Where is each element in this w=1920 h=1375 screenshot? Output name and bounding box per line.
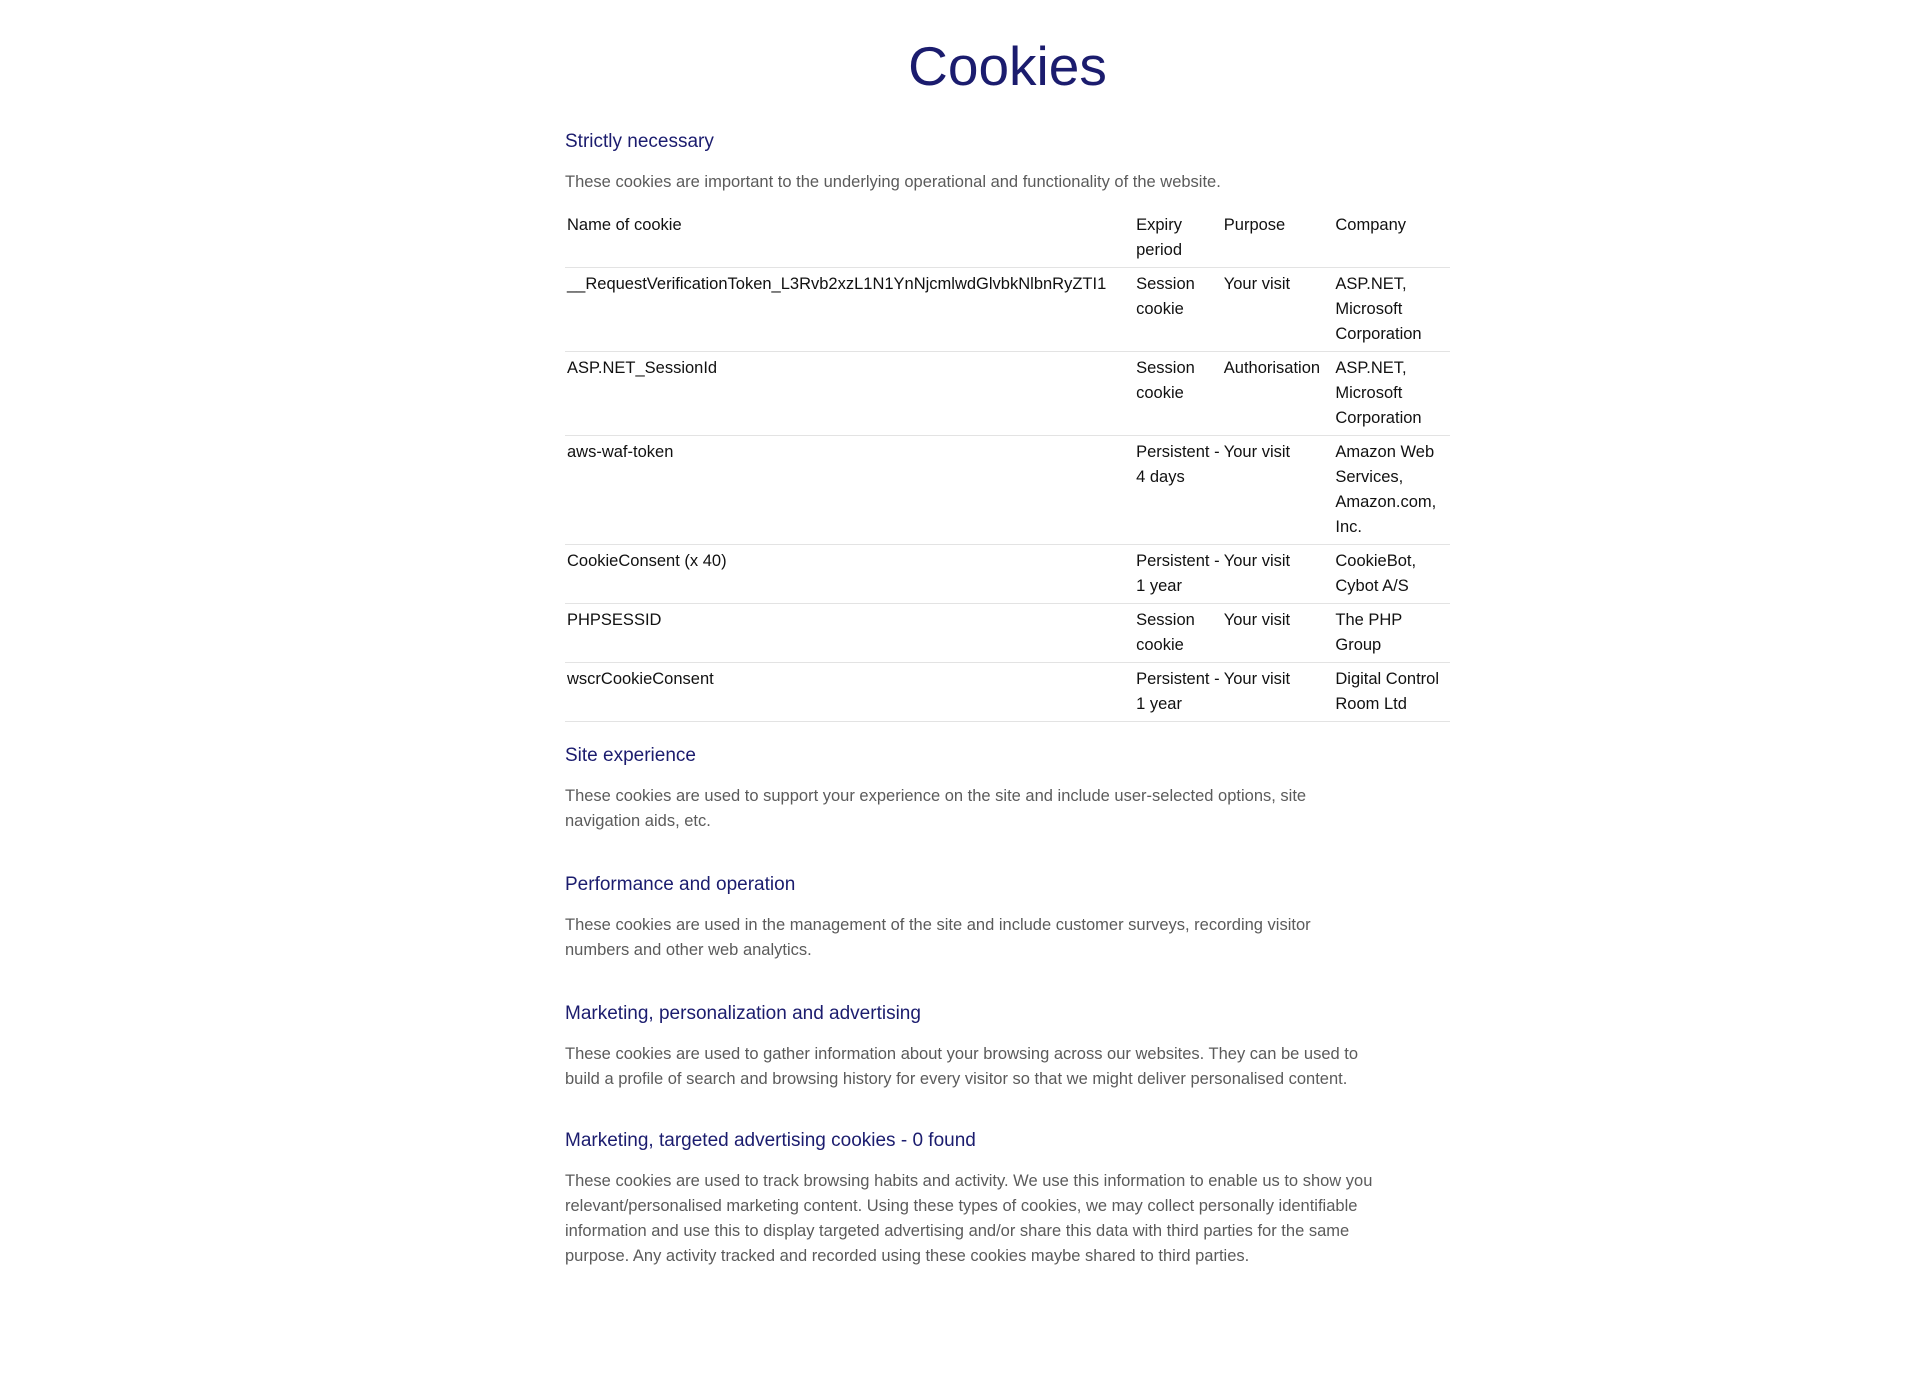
cookie-name: CookieConsent (x 40) — [565, 545, 1134, 604]
header-expiry: Expiry period — [1134, 213, 1222, 268]
section-description: These cookies are used in the management of the site and include customer surveys, recording visitor numbers and other web analytics. — [565, 916, 1311, 959]
table-row — [565, 663, 1450, 722]
section-performance-operation — [565, 873, 1450, 963]
cookie-name: aws-waf-token — [565, 436, 1134, 545]
table-row — [565, 545, 1450, 604]
section-title: Site experience — [565, 745, 696, 766]
table-header-row — [565, 213, 1450, 268]
cookie-purpose: Your visit — [1222, 436, 1334, 545]
cookie-expiry: Session cookie — [1134, 352, 1222, 436]
cookie-name: wscrCookieConsent — [565, 663, 1134, 722]
cookie-company: ASP.NET, Microsoft Corporation — [1333, 268, 1450, 352]
section-strictly-necessary — [565, 130, 1450, 722]
page-title: Cookies — [908, 35, 1107, 97]
cookie-name: PHPSESSID — [565, 604, 1134, 663]
cookie-purpose: Your visit — [1222, 545, 1334, 604]
cookie-expiry: Persistent - 1 year — [1134, 663, 1222, 722]
cookie-name: ASP.NET_SessionId — [565, 352, 1134, 436]
cookie-purpose: Your visit — [1222, 604, 1334, 663]
section-description: These cookies are important to the underlying operational and functionality of the website. — [565, 173, 1221, 191]
cookie-expiry: Session cookie — [1134, 268, 1222, 352]
header-name: Name of cookie — [565, 213, 1134, 268]
cookie-expiry: Persistent - 4 days — [1134, 436, 1222, 545]
section-marketing-personalization — [565, 1002, 1450, 1092]
cookie-name: __RequestVerificationToken_L3Rvb2xzL1N1YnNjcmlwdGlvbkNlbnRyZTI1 — [565, 268, 1134, 352]
table-row — [565, 268, 1450, 352]
cookie-company: Digital Control Room Ltd — [1333, 663, 1450, 722]
cookie-expiry: Persistent - 1 year — [1134, 545, 1222, 604]
section-title: Performance and operation — [565, 874, 796, 895]
table-row — [565, 436, 1450, 545]
section-title: Marketing, personalization and advertising — [565, 1003, 921, 1024]
cookie-purpose: Your visit — [1222, 268, 1334, 352]
section-title: Marketing, targeted advertising cookies - 0 found — [565, 1130, 976, 1151]
section-description: These cookies are used to support your experience on the site and include user-selected options, site navigation aids, etc. — [565, 787, 1307, 830]
cookie-table — [565, 213, 1450, 722]
table-row — [565, 604, 1450, 663]
section-title: Strictly necessary — [565, 131, 714, 152]
cookie-company: Amazon Web Services, Amazon.com, Inc. — [1333, 436, 1450, 545]
table-row — [565, 352, 1450, 436]
section-marketing-targeted — [565, 1129, 1450, 1269]
section-site-experience — [565, 744, 1450, 834]
cookie-company: The PHP Group — [1333, 604, 1450, 663]
header-purpose: Purpose — [1222, 213, 1334, 268]
cookies-page — [565, 0, 1450, 1269]
cookie-purpose: Authorisation — [1222, 352, 1334, 436]
section-description: These cookies are used to gather information about your browsing across our websites. They can be used to build a profile of search and browsing history for every visitor so that we might deliver personalised content. — [565, 1045, 1359, 1088]
cookie-company: ASP.NET, Microsoft Corporation — [1333, 352, 1450, 436]
cookie-company: CookieBot, Cybot A/S — [1333, 545, 1450, 604]
header-company: Company — [1333, 213, 1450, 268]
cookie-purpose: Your visit — [1222, 663, 1334, 722]
cookie-expiry: Session cookie — [1134, 604, 1222, 663]
section-description: These cookies are used to track browsing habits and activity. We use this information to enable us to show you relevant/personalised marketing content. Using these types of cookies, we may collect personally identifiable information and use this to display targeted advertising and/or share this data with third parties for the same purpose. Any activity tracked and recorded using these cookies maybe shared to third parties. — [565, 1172, 1373, 1265]
